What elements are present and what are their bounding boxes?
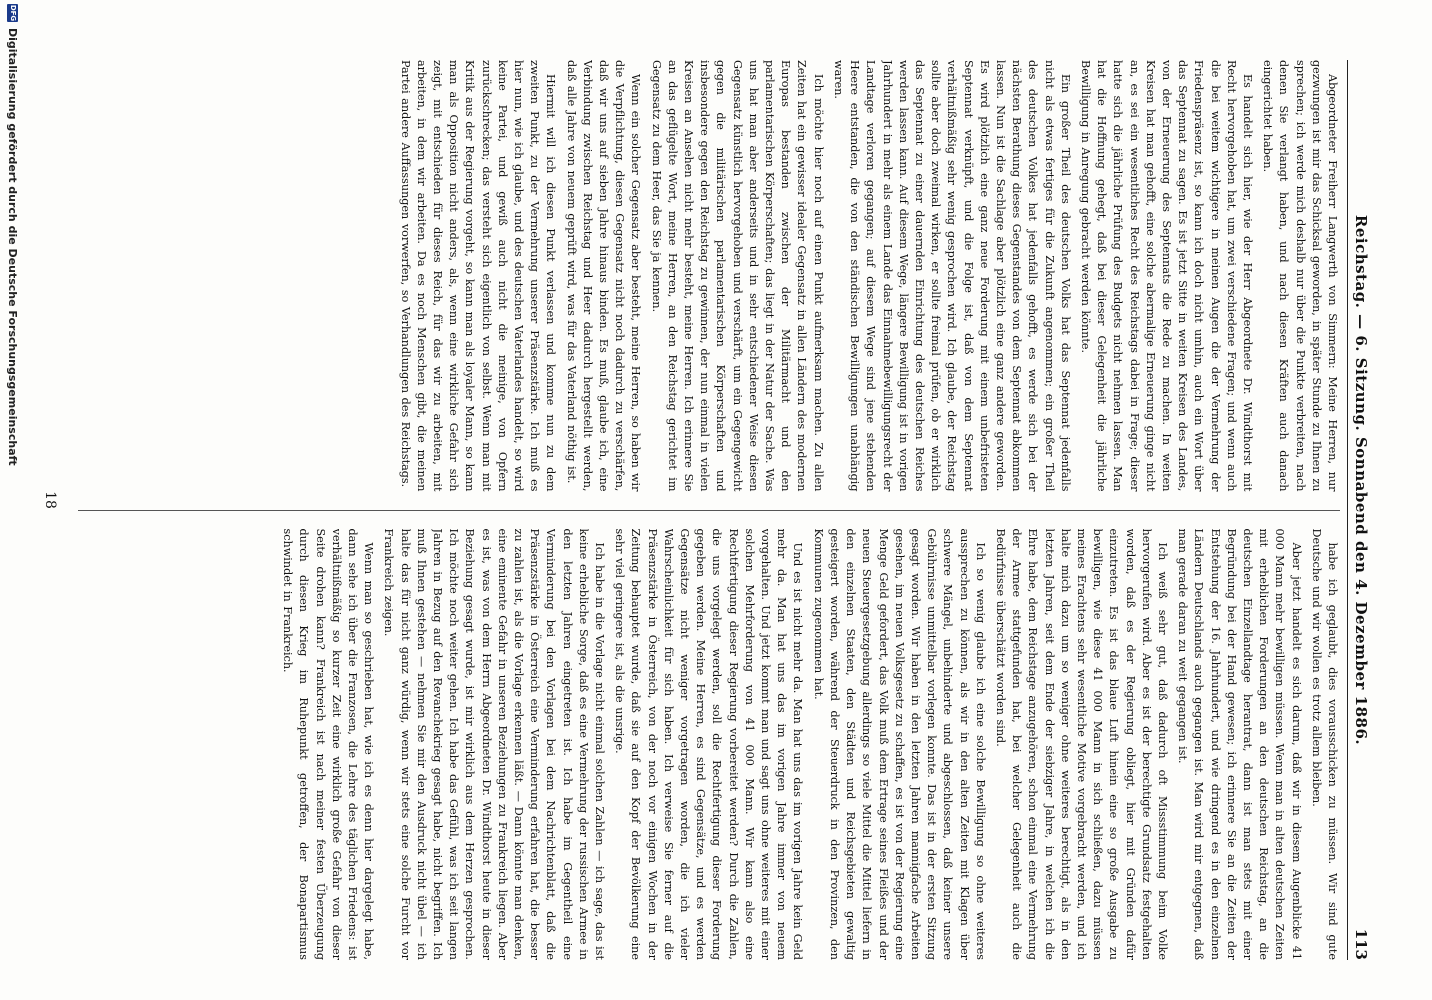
page-footer-number: 18 [42, 491, 58, 509]
left-column [78, 60, 1340, 492]
digitization-credit [6, 4, 20, 1000]
digitization-note: Digitalisierung gefördert durch die Deutsche Forschungsgemeinschaft [6, 28, 20, 466]
paragraph: habe ich geglaubt, dies vorausschicken zu müssen. Wir sind gute Deutsche und wir wollen es trotz allem bleiben. [1309, 528, 1339, 960]
paragraph: Es handelt sich hier, wie der Herr Abgeordnete Dr. Windthorst mit Recht hervorgehoben hat, um zwei verschiedene Fragen; und wenn auch die bei weitem wichtigere in meinen Augen die der Vermehrung der Friedenspräsenz ist, so kann ich doch nicht umhin, auch ein Wort über das Septennat zu sagen. Es ist jetzt Sitte in weiten Kreisen des Landes, von der Erneuerung des Septennats die Rede zu machen. In weiten Kreisen hat man gehofft, eine solche abermalige Erneuerung ginge nicht an, es sei ein wesentliches Recht des Reichstags dabei in Frage; dieser hatte sich die jährliche Prüfung des Budgets nicht nehmen lassen. Man hat die Hoffnung gehegt, daß bei dieser Gelegenheit die jährliche Bewilligung in Anregung gebracht werden könnte. [1078, 60, 1254, 492]
paragraph: Hiermit will ich diesen Punkt verlassen und komme nun zu dem zweiten Punkt, zu der Vermehrung unserer Präsenzstärke. Ich muß es hier nun, wie ich glaube, und des deutschen Vaterlandes handelt, so wird keine Partei, und gewiß auch nicht die meinige, von Opfern zurückschrecken; das versteht sich eigentlich von selbst. Wenn man mit Kritik aus der Regierung vorgeht, so kann man als loyaler Mann, so kann man als Opposition nicht anders, als, wenn eine wirkliche Gefahr sich zeigt, mit entschieden für dieses Reich, für das wir zu arbeiten, mit arbeiten, in dem wir arbeiten. Da es noch Menschen gibt, die meinen Partei andere Auffassungen vorwerfen, so Verhandlungen des Reichstags. [398, 60, 558, 492]
paragraph: Ich möchte hier noch auf einen Punkt aufmerksam machen. Zu allen Zeiten hat ein gewisser idealer Gegensatz in allen Ländern des modernen Europas bestanden zwischen der Militärmacht und den parlamentarischen Körperschaften; das liegt in der Natur der Sache. Was uns hat man aber anderseits und in sehr entschiedener Weise diesen Gegensatz künstlich hervorgehoben und verschärft, um ein Gegengewicht gegen die militärischen parlamentarischen Körperschaften und insbesondere gegen den Reichstag zu gewinnen, der nun einmal in vielen Kreisen an Ansehen nicht mehr besteht, meine Herren. Ich erinnere Sie an das geflügelte Wort, meine Herren, an den Reichstag gerichtet im Gegensatz zu dem Heer, das Sie ja kennen. [649, 60, 825, 492]
paragraph: Ich habe in die Vorlage nicht einmal solchen Zahlen — ich sage, das ist keine erhebliche Sorge, daß es eine Vermehrung der russischen Armee in den letzten Jahren eingetreten ist. Ich habe im Gegentheil eine Verminderung bei den Vorlagen bei dem Nachrichtenblatt, daß die Präsenzstärke in Österreich eine Verminderung erfahren hat, die besser zu zahlen ist, als die Vorlage erkennen läßt. — Dann könnte man denken, eine eminente Gefahr in unseren Beziehungen zu Frankreich liegen. Aber es ist, was von dem Herrn Abgeordneten Dr. Windthorst heute in dieser Beziehung gesagt wurde, ist mir wirklich aus dem Herzen gesprochen. Ich möchte noch weiter gehen. Ich habe das Gefühl, was ich seit langen Jahren in Bezug auf den Revanchekrieg gesagt habe, nicht begriffen. Ich muß Ihnen gestehen — nehmen Sie mir den Ausdruck nicht übel — ich halte das für nicht ganz würdig, wenn wir stets eine solche Furcht vor Frankreich zeigen. [382, 528, 607, 960]
paragraph: Ich weiß sehr gut, daß dadurch oft Missstimmung beim Volke hervorgerufen wird. Aber es ist der berechtigte Grundsatz festgehalten worden, daß es der Regierung obliegt, hier mit Gründen dafür einzutreten. Es ist das blaue Luft hinein eine so große Ausgabe zu bewilligen, wie diese 41 000 Mann in sich schließen, dazu müssen meines Erachtens sehr wesentliche Motive vorgebracht werden, und ich halte mich dazu um so weniger ohne weiteres berechtigt, als in den letzten Jahren, seit dem Ende der siebziger Jahre, in welchen ich die Ehre habe, dem Reichstage anzugehören, schon einmal eine Vermehrung der Armee stattgefunden hat, bei welcher Gelegenheit auch die Bedürfnisse überschätzt worden sind. [993, 528, 1169, 960]
page-number: 113 [1352, 928, 1370, 960]
column-divider [78, 510, 1340, 511]
dfg-logo-icon: DFG [9, 4, 18, 22]
header-title: Reichstag. — 6. Sitzung. Sonnabend den 4. Dezember 1886. [1352, 214, 1370, 746]
paragraph: Und es ist nicht mehr da. Man hat uns das im vorigen Jahre kein Geld mehr da. Man hat uns das im vorigen Jahre immer von neuem vorgehalten. Und jetzt kommt man und sagt uns ohne weiteres mit einer solchen Mehrforderung von 41 000 Mann. Wir kann also eine Rechtfertigung dieser Regierung vorbereitet werden? Durch die Zahlen, die uns vorgelegt werden, soll die Rechtfertigung dieser Forderung gegeben werden. Meine Herren, es sind Gegensätze, und es werden Gegensätze nicht weniger vorgetragen worden, die ich vieler Wahrscheinlichkeit für sich haben. Ich verweise Sie ferner auf die Präsenzstärke in Österreich, von der noch vor einigen Wochen in der Zeitung behauptet wurde, daß sie auf den Kopf der Bevölkerung eine sehr viel geringere ist, als die unsrige. [613, 528, 805, 960]
paragraph: Wenn man so geschrieben hat, wie ich es denn hier dargelegt habe, dann sehe ich über die Franzosen, die Lehre des täglichen Friedens: ist verhältnißmäßig so kurzer Zeit eine wirklich große Gefahr von dieser Seite drohen kann? Frankreich ist nach meiner festen Überzeugung durch diesen Krieg im Ruhepunkt getroffen, der Bonapartismus schwindet in Frankreich. [281, 528, 376, 960]
paragraph: Aber jetzt handelt es sich darum, daß wir in diesem Augenblicke 41 000 Mann mehr bewilligen müssen. Wenn man in alten deutschen Zeiten mit erheblichen Forderungen an den deutschen Reichstag, an die deutschen Einzellandtage herantrat, dann ist man stets mit einer Begründung bei der Hand gewesen; ich erinnere Sie an die Zeiten der Entstehung der 16. Jahrhundert, und wie dringend es in den einzelnen Ländern Deutschlands auch gegangen ist. Man wird mir entgegnen, daß man gerade daran zu weit gegangen ist. [1176, 528, 1303, 960]
paragraph: Wenn ein solcher Gegensatz aber besteht, meine Herren, so haben wir die Verpflichtung, diesen Gegensatz nicht noch dadurch zu verschärfen, daß wir uns auf sieben Jahre hinaus binden. Es muß, glaube ich, eine Verbindung zwischen Reichstag und Heer dadurch hergestellt werden, daß alle Jahre von neuem geprüft wird, was für das Vaterland nöthig ist. [564, 60, 643, 492]
running-header [1347, 60, 1374, 960]
paragraph: Ein großer Theil des deutschen Volks hat das Septennat jedenfalls nicht als etwas fertiges für die Zukunft angenommen; ein großer Theil des deutschen Volkes hat jedenfalls gehofft, es werde sich bei der nächsten Berathung dieses Gegenstandes von dem Septennat abkommen lassen. Nun ist die Sachlage aber plötzlich eine ganz andere geworden. Es wird plötzlich eine ganz neue Forderung mit einem unbefristeten Septennat verknüpft, und die Folge ist, daß von dem Septennat verhältnißmäßig sehr wenig gesprochen wird. Ich glaube, der Reichstag sollte aber doch zweimal wirken, er sollte freimal prüfen, ob er wirklich das Septennat zu einer dauernden Einrichtung des deutschen Reiches werden lassen kann. Auf diesem Wege, längere Bewilligung ist in vorigen Jahrhundert in mehr als einem Lande das Einnahmebewilligungsrecht der Landtage verloren gegangen; auf diesem Wege sind jene stehenden Heere entstanden, die von den ständischen Bewilligungen unabhängig waren. [831, 60, 1072, 492]
paragraph: Ich so wenig glaube ich eine solche Bewilligung so ohne weiteres aussprechen zu können, als wir in den alten Zeiten mit Klagen über schwere Mängel, unbehinderte und abgeschlossen, daß keiner unsere Gebührnisse unmittelbar vorlegen konnte. Das ist in der ersten Sitzung gesagt worden. Wir haben in den letzten Jahren mannigfache Arbeiten gesehen, im neuen Volksgesetz zu schaffen, es ist von der Regierung eine Menge Geld gefordert, das Volk muß dem Ertrage seines Fleißes und der neuen Steuergesetzgebung allerdings so viele Mittel die Mittel liefern in den einzelnen Staaten, den Städten und Reichsgebieten gewaltig gesteigert worden, während der Steuerdruck in den Provinzen, den Kommunen zugenommen hat. [811, 528, 987, 960]
paragraph: Abgeordneter Freiherr Langwerth von Simmern: Meine Herren, nur gezwungen ist mir das Schicksal geworden, in später Stunde zu Ihnen zu sprechen; ich werde mich deshalb nur über die Punkte verbreiten, nach denen Sie verlangt haben, und nach diesen Kräften auch danach eingerichtet haben. [1261, 60, 1339, 492]
right-column [78, 529, 1340, 961]
text-columns [78, 60, 1340, 960]
